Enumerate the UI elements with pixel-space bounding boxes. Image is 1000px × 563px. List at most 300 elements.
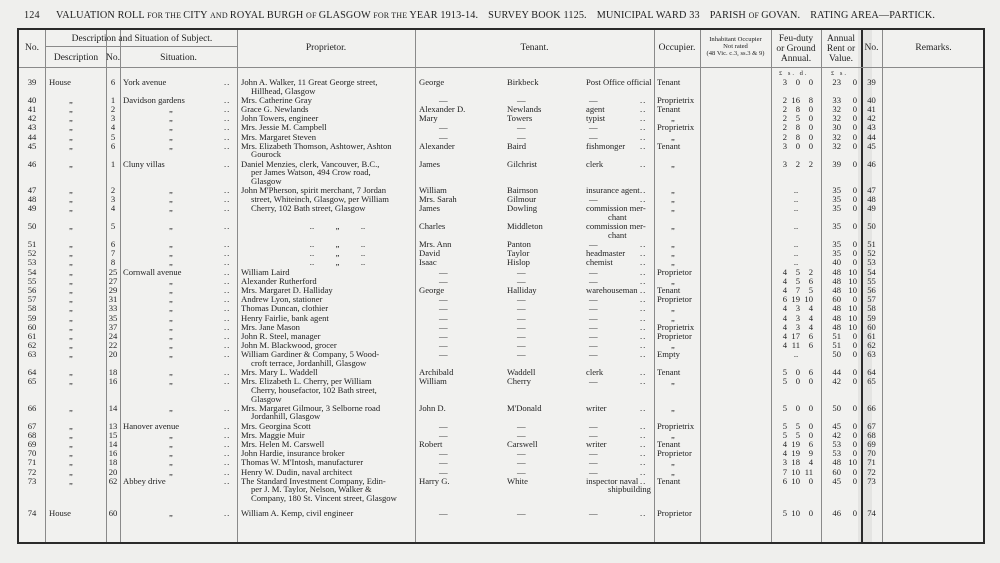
entry-number-right: 67 xyxy=(867,420,876,431)
entry-number-right: 53 xyxy=(867,257,876,268)
proprietor-line: Jordanhill, Glasgow xyxy=(251,411,321,422)
entry-number: 66 xyxy=(27,402,37,413)
feu-pence: 4 xyxy=(808,312,813,323)
house-number: 13 xyxy=(108,420,118,431)
leader-dots: .. xyxy=(640,367,647,378)
tenant-forename: James xyxy=(419,203,441,214)
occupation-line: — xyxy=(589,94,598,105)
rent-pounds: 60 xyxy=(832,294,841,305)
tenant-forename: Charles xyxy=(419,221,446,232)
situation: „ xyxy=(169,194,173,205)
leader-dots: .. xyxy=(224,420,231,431)
proprietor-line: Mrs. Margaret D. Halliday xyxy=(241,285,333,295)
occupation-line: — xyxy=(589,239,598,249)
description: „ xyxy=(69,466,73,477)
col-header-situation: Situation. xyxy=(160,53,197,63)
rent-shillings: 0 xyxy=(852,77,857,87)
feu-pounds: 4 xyxy=(782,266,787,277)
feu-duty xyxy=(773,133,813,142)
proprietor-line: Company, 180 St. Vincent street, Glasgow xyxy=(251,492,397,503)
col-header-feu-duty: Feu-duty or Ground Annual. xyxy=(776,34,816,64)
entry-number: 70 xyxy=(27,448,37,459)
entry-number-right: 61 xyxy=(867,331,876,341)
valuation-table xyxy=(17,28,985,544)
occupation-line: — xyxy=(589,331,598,341)
feu-duty xyxy=(773,123,813,132)
situation: „ xyxy=(169,248,173,259)
feu-shillings: 10 xyxy=(791,475,800,486)
feu-empty: .. xyxy=(793,239,799,249)
occupier: Proprietrix xyxy=(657,94,695,105)
tenant-surname: — xyxy=(517,448,526,459)
proprietor-line: John Hardie, insurance broker xyxy=(241,448,345,459)
rent-shillings: 10 xyxy=(848,303,857,314)
occupier: Proprietor xyxy=(657,508,692,519)
house-number: 33 xyxy=(108,303,118,314)
occupier: Tenant xyxy=(657,140,681,151)
leader-dots: .. xyxy=(640,508,647,519)
feu-shillings: 3 xyxy=(795,312,800,323)
entry-number: 60 xyxy=(27,321,37,332)
feu-pence: 6 xyxy=(808,367,813,378)
tenant-forename: — xyxy=(439,275,448,286)
occupation-line: chemist xyxy=(586,257,613,268)
entry-number: 49 xyxy=(27,203,37,214)
tenant-occupation xyxy=(586,142,625,151)
proprietor xyxy=(241,458,434,467)
tenant-surname: — xyxy=(517,312,526,323)
description: „ xyxy=(69,303,73,314)
leader-dots: .. xyxy=(224,294,231,305)
col-header-sub-no: No. xyxy=(106,53,120,63)
house-number: 37 xyxy=(108,321,118,332)
proprietor-line: croft terrace, Jordanhill, Glasgow xyxy=(251,357,367,368)
col-header-inhabitant: Inhabitant Occupier Not rated (48 Vic. c.3, ss.3 & 9) xyxy=(706,36,765,57)
entry-number-right: 44 xyxy=(867,131,876,142)
proprietor-line: John A. Walker, 11 Great George street, xyxy=(241,77,378,87)
tenant-forename: — xyxy=(439,294,448,305)
situation: „ xyxy=(169,285,173,295)
tenant-occupation xyxy=(586,160,603,169)
situation: „ xyxy=(169,131,173,142)
occupier: „ xyxy=(671,466,675,477)
occupier: Proprietrix xyxy=(657,420,695,431)
feu-pounds: 2 xyxy=(782,122,787,133)
rent-pounds: 48 xyxy=(832,285,841,295)
description: „ xyxy=(69,94,73,105)
proprietor-line: Mrs. Elizabeth Thomson, Ashtower, Ashton xyxy=(241,140,392,151)
entry-number-right: 70 xyxy=(867,448,876,459)
tenant-forename: — xyxy=(439,340,448,351)
col-header-tenant: Tenant. xyxy=(520,43,549,53)
occupation-line: fishmonger xyxy=(586,140,626,151)
situation: „ xyxy=(169,140,173,151)
tenant-surname: Dowling xyxy=(507,203,538,214)
tenant-surname: Baird xyxy=(507,140,527,151)
leader-dots: .. xyxy=(224,194,231,205)
house-number: 60 xyxy=(108,508,118,519)
entry-number: 61 xyxy=(27,331,37,341)
proprietor-line: .. „ .. xyxy=(309,248,366,259)
feu-shillings: 8 xyxy=(795,104,800,114)
occupation-line: writer xyxy=(586,439,607,449)
leader-dots: .. xyxy=(224,508,231,519)
feu-pence: 0 xyxy=(808,113,813,124)
rent-shillings: 0 xyxy=(852,257,857,268)
occupation-line: — xyxy=(589,131,598,142)
rent-pounds: 35 xyxy=(832,203,841,214)
feu-duty xyxy=(773,368,813,377)
rent-shillings: 0 xyxy=(852,429,857,440)
feu-empty: .. xyxy=(793,194,799,205)
annual-rent xyxy=(823,123,857,132)
tenant-surname: Gilchrist xyxy=(507,158,538,169)
tenant-forename: Alexander xyxy=(419,140,455,151)
occupation-line: chant xyxy=(608,229,627,240)
occupation-line: commission mer- xyxy=(586,203,646,214)
rent-shillings: 0 xyxy=(852,203,857,214)
col-header-description: Description xyxy=(53,53,99,63)
house-number: 3 xyxy=(110,113,116,124)
leader-dots: .. xyxy=(640,340,647,351)
occupier: „ xyxy=(671,113,675,124)
feu-shillings: 8 xyxy=(795,131,800,142)
leader-dots: .. xyxy=(224,248,231,259)
rent-pounds: 45 xyxy=(832,420,841,431)
feu-pence: 0 xyxy=(808,420,813,431)
proprietor-line: Mrs. Jessie M. Campbell xyxy=(241,122,327,133)
house-number: 6 xyxy=(110,239,116,249)
house-number: 2 xyxy=(110,104,116,114)
feu-pounds: 5 xyxy=(782,429,787,440)
feu-pounds: 4 xyxy=(782,321,787,332)
occupier: „ xyxy=(671,402,675,413)
tenant-surname: Taylor xyxy=(507,248,530,259)
annual-rent xyxy=(823,222,857,231)
entry-number: 46 xyxy=(27,158,37,169)
proprietor xyxy=(241,509,434,518)
proprietor-line: Cherry, housefactor, 102 Bath street, xyxy=(251,384,377,395)
page-header xyxy=(24,10,984,21)
tenant-surname: — xyxy=(517,266,526,277)
occupier: „ xyxy=(671,248,675,259)
occupier: Tenant xyxy=(657,77,681,87)
house-number: 31 xyxy=(108,294,118,305)
entry-number: 57 xyxy=(27,294,37,305)
entry-number-right: 49 xyxy=(867,203,876,214)
house-number: 1 xyxy=(110,158,116,169)
occupation-line: — xyxy=(589,194,598,205)
proprietor-line: street, Whiteinch, Glasgow, per William xyxy=(251,194,389,205)
feu-pence: 0 xyxy=(808,429,813,440)
leader-dots: .. xyxy=(224,331,231,341)
rent-shillings: 0 xyxy=(852,376,857,387)
rent-shillings: 0 xyxy=(852,340,857,351)
entry-number: 39 xyxy=(27,77,37,87)
tenant-occupation xyxy=(589,350,598,359)
tenant-surname: — xyxy=(517,94,526,105)
rent-shillings: 0 xyxy=(852,248,857,259)
rent-shillings: 0 xyxy=(852,402,857,413)
occupation-line: — xyxy=(589,448,598,459)
col-divider xyxy=(237,30,238,542)
proprietor-line: Andrew Lyon, stationer xyxy=(241,294,323,305)
tenant-forename: — xyxy=(439,420,448,431)
proprietor-line: per James Watson, 494 Crow road, xyxy=(251,167,371,178)
tenant-forename: Robert xyxy=(419,439,443,449)
tenant-forename: — xyxy=(439,429,448,440)
rent-shillings: 0 xyxy=(852,448,857,459)
occupier: „ xyxy=(671,221,675,232)
feu-shillings: 19 xyxy=(791,294,800,305)
feu-pounds: 3 xyxy=(782,77,787,87)
tenant-surname: Panton xyxy=(507,239,531,249)
leader-dots: .. xyxy=(640,420,647,431)
leader-dots: .. xyxy=(224,113,231,124)
occupation-line: — xyxy=(589,266,598,277)
occupation-line: chant xyxy=(608,211,627,222)
description: „ xyxy=(69,248,73,259)
rent-pounds: 60 xyxy=(832,466,841,477)
leader-dots: .. xyxy=(224,285,231,295)
situation: Hanover avenue xyxy=(123,420,180,431)
municipal-ward: MUNICIPAL WARD 33 xyxy=(596,10,700,21)
leader-dots: .. xyxy=(640,185,647,195)
leader-dots: .. xyxy=(224,402,231,413)
occupation-line: agent xyxy=(586,104,605,114)
proprietor-line: Mrs. Georgina Scott xyxy=(241,420,311,431)
rent-shillings: 0 xyxy=(852,367,857,378)
feu-pounds: 5 xyxy=(782,376,787,387)
rent-pounds: 50 xyxy=(832,349,841,360)
feu-shillings: 8 xyxy=(795,122,800,133)
entry-number: 43 xyxy=(27,122,37,133)
feu-shillings: 19 xyxy=(791,439,800,449)
entry-number: 65 xyxy=(27,376,37,387)
occupation-line: — xyxy=(589,340,598,351)
feu-pence: 10 xyxy=(804,294,813,305)
entry-number: 45 xyxy=(27,140,37,151)
col-header-occupier: Occupier. xyxy=(658,43,696,53)
leader-dots: .. xyxy=(224,475,231,486)
rent-pounds: 39 xyxy=(832,158,841,169)
house-number: 20 xyxy=(108,349,118,360)
feu-pence: 0 xyxy=(808,402,813,413)
proprietor-line: .. „ .. xyxy=(309,221,366,232)
feu-pounds: 4 xyxy=(782,275,787,286)
description: „ xyxy=(69,429,73,440)
entry-number: 69 xyxy=(27,439,37,449)
tenant-surname: — xyxy=(517,429,526,440)
feu-pence: 6 xyxy=(808,439,813,449)
tenant-surname: — xyxy=(517,349,526,360)
proprietor-line: Thomas W. M'Intosh, manufacturer xyxy=(241,457,364,468)
occupier: „ xyxy=(671,376,675,387)
entry-number: 62 xyxy=(27,340,37,351)
feu-pence: 0 xyxy=(808,122,813,133)
occupier: „ xyxy=(671,185,675,195)
situation: Abbey drive xyxy=(123,475,166,486)
header-rule xyxy=(19,67,983,68)
description: „ xyxy=(69,312,73,323)
house-number: 18 xyxy=(108,457,118,468)
feu-empty: .. xyxy=(793,257,799,268)
situation: „ xyxy=(169,466,173,477)
feu-duty xyxy=(773,105,813,114)
entry-number: 42 xyxy=(27,113,37,124)
tenant-surname: Middleton xyxy=(507,221,543,232)
feu-shillings: 0 xyxy=(795,402,800,413)
annual-rent xyxy=(823,258,857,267)
rent-pounds: 48 xyxy=(832,275,841,286)
annual-rent xyxy=(823,377,857,386)
description: House xyxy=(49,77,71,87)
rent-pounds: 48 xyxy=(832,303,841,314)
description: „ xyxy=(69,113,73,124)
description: „ xyxy=(69,194,73,205)
annual-rent xyxy=(823,133,857,142)
tenant-forename: — xyxy=(439,94,448,105)
leader-dots: .. xyxy=(224,266,231,277)
rent-pounds: 35 xyxy=(832,221,841,232)
proprietor-line: Mrs. Catherine Gray xyxy=(241,94,312,105)
proprietor-line: The Standard Investment Company, Edin- xyxy=(241,475,386,486)
leader-dots: .. xyxy=(224,122,231,133)
house-number: 2 xyxy=(110,185,116,195)
occupation-line: — xyxy=(589,312,598,323)
title-part: VALUATION ROLL xyxy=(56,10,148,21)
leader-dots: .. xyxy=(224,448,231,459)
entry-number-right: 42 xyxy=(867,113,876,124)
feu-duty xyxy=(773,160,813,169)
occupier: „ xyxy=(671,239,675,249)
leader-dots: .. xyxy=(640,331,647,341)
proprietor-line: William A. Kemp, civil engineer xyxy=(241,508,354,519)
feu-duty xyxy=(773,114,813,123)
tenant-surname: Cherry xyxy=(507,376,531,387)
house-number: 16 xyxy=(108,448,118,459)
entry-number-right: 66 xyxy=(867,402,876,413)
rent-shillings: 0 xyxy=(852,158,857,169)
proprietor xyxy=(241,468,434,477)
description: „ xyxy=(69,131,73,142)
leader-dots: .. xyxy=(224,367,231,378)
rent-pounds: 45 xyxy=(832,475,841,486)
leader-dots: .. xyxy=(224,140,231,151)
situation: „ xyxy=(169,122,173,133)
occupier: „ xyxy=(671,340,675,351)
proprietor xyxy=(241,268,434,277)
description: „ xyxy=(69,457,73,468)
entry-number: 44 xyxy=(27,131,37,142)
feu-duty xyxy=(773,477,813,486)
occupation-line: commission mer- xyxy=(586,221,646,232)
tenant-forename: Archibald xyxy=(419,367,454,378)
col-header-no-right: No. xyxy=(864,43,879,53)
occupier: Proprietor xyxy=(657,294,692,305)
tenant-forename: — xyxy=(439,131,448,142)
occupation-line: — xyxy=(589,275,598,286)
page-number: 124 xyxy=(24,10,40,21)
title-part: OF xyxy=(306,11,319,20)
leader-dots: .. xyxy=(224,131,231,142)
annual-rent xyxy=(823,404,857,413)
tenant-surname: — xyxy=(517,331,526,341)
feu-pounds: 3 xyxy=(782,457,787,468)
title-part: FOR THE xyxy=(147,11,184,20)
feu-shillings: 5 xyxy=(795,429,800,440)
feu-shillings: 0 xyxy=(795,367,800,378)
house-number: 16 xyxy=(108,376,118,387)
rent-shillings: 0 xyxy=(852,475,857,486)
feu-empty: .. xyxy=(793,248,799,259)
occupation-line: — xyxy=(589,508,598,519)
occupation-line: clerk xyxy=(586,158,604,169)
tenant-forename: — xyxy=(439,466,448,477)
description: „ xyxy=(69,420,73,431)
tenant-surname: Hislop xyxy=(507,257,530,268)
proprietor xyxy=(241,377,434,403)
occupation-line: — xyxy=(589,429,598,440)
house-number: 1 xyxy=(110,94,116,105)
leader-dots: .. xyxy=(224,221,231,232)
occupier: Tenant xyxy=(657,104,681,114)
annual-rent xyxy=(823,509,857,518)
feu-duty xyxy=(773,458,813,467)
proprietor xyxy=(241,422,434,431)
feu-duty xyxy=(773,350,819,359)
proprietor-line: Mrs. Mary L. Waddell xyxy=(241,367,318,378)
tenant-surname: Birkbeck xyxy=(507,77,539,87)
leader-dots: .. xyxy=(224,94,231,105)
entry-number-right: 43 xyxy=(867,122,876,133)
proprietor xyxy=(241,142,434,159)
col-divider xyxy=(654,30,655,542)
occupier: „ xyxy=(671,312,675,323)
tenant-occupation xyxy=(589,509,598,518)
title-part: AND xyxy=(209,11,230,20)
entry-number: 74 xyxy=(27,508,37,519)
situation: York avenue xyxy=(123,77,167,87)
leader-dots: .. xyxy=(224,239,231,249)
annual-rent xyxy=(823,350,857,359)
feu-duty xyxy=(773,468,813,477)
rent-shillings: 10 xyxy=(848,321,857,332)
rent-shillings: 10 xyxy=(848,285,857,295)
rent-shillings: 0 xyxy=(852,349,857,360)
col-divider xyxy=(771,30,772,542)
house-number: 5 xyxy=(110,221,116,232)
rent-shillings: 10 xyxy=(848,312,857,323)
annual-rent xyxy=(823,477,857,486)
annual-rent xyxy=(823,458,857,467)
tenant-occupation xyxy=(589,268,598,277)
tenant-occupation xyxy=(586,78,652,87)
entry-number-right: 45 xyxy=(867,140,876,151)
occupier: Tenant xyxy=(657,285,681,295)
house-number: 7 xyxy=(110,248,116,259)
description: „ xyxy=(69,185,73,195)
tenant-occupation xyxy=(586,404,607,413)
entry-number-right: 40 xyxy=(867,94,876,105)
situation: Cornwall avenue xyxy=(123,266,182,277)
leader-dots: .. xyxy=(640,376,647,387)
proprietor-line: Hillhead, Glasgow xyxy=(251,85,316,96)
rent-shillings: 0 xyxy=(852,508,857,519)
rent-pounds: 32 xyxy=(832,131,841,142)
rent-shillings: 0 xyxy=(852,185,857,195)
occupier: Proprietor xyxy=(657,331,692,341)
